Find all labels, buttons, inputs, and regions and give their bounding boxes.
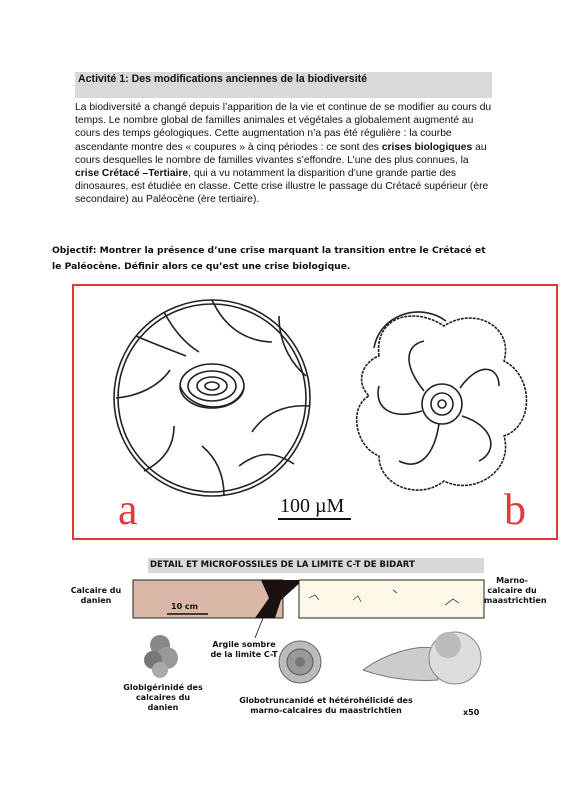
intro-paragraph — [75, 101, 495, 207]
objectif-text: Objectif: Montrer la présence d’une crise marquant la transition entre le Crétacé et le Paléocène. Définir alors ce qu’est une crise biologique. — [52, 245, 486, 272]
para-text-2: au cours desquelles le nombre de familles vivantes s’effondre. L’une des plus connues, la — [75, 141, 487, 166]
para-text-3: , qui a vu notamment la disparition d’une grande partie des dinosaures, est étudiée en classe. Cette crise illustre le passage du Crétacé supérieur (ère secondaire) au Paléocène (ère tertiaire). — [75, 168, 489, 206]
activity-title: Activité 1: Des modifications anciennes de la biodiversité — [78, 73, 368, 85]
foraminifera-figure — [72, 284, 558, 540]
fossil-a-drawing — [114, 300, 310, 496]
label-b: b — [504, 485, 526, 534]
scale-10cm: 10 cm — [171, 602, 198, 611]
globotruncanid-label: Globotruncanidé et hétérohélicidé des marno-calcaires du maastrichtien — [239, 696, 413, 715]
bold-crises: crises biologiques — [381, 141, 473, 153]
ct-boundary-figure — [63, 550, 547, 730]
figure2-header: DETAIL ET MICROFOSSILES DE LA LIMITE C-T DE BIDART — [150, 560, 415, 570]
magnification-label: x50 — [463, 708, 480, 717]
globotruncanid-fossil — [279, 641, 321, 683]
label-a: a — [118, 485, 138, 534]
para-text-1: La biodiversité a changé depuis l’apparition de la vie et continue de se modifier au cours du temps. Le nombre global de familles animales et végétales a globalement augmenté au cours des temps géologiques. Cette augmentation n’a pas été régulière : la courbe ascendante montre des « coupures » à cinq périodes : ce sont des — [75, 102, 492, 153]
globigerinid-label: Globigérinidé des calcaires du danien — [123, 683, 203, 712]
bold-crise-ct: crise Crétacé –Tertiaire — [75, 168, 189, 180]
scale-label: 100 µM — [280, 495, 345, 517]
marno-calcaire-label: Marno-calcaire du maastrichtien — [484, 576, 547, 605]
heterohelicid-fossil — [363, 632, 481, 684]
fossil-b-drawing — [357, 312, 527, 490]
globigerinid-fossil — [144, 635, 178, 678]
scale-bar — [278, 518, 351, 520]
argile-label: Argile sombre de la limite C-T — [210, 640, 278, 659]
calcaire-danien-label: Calcaire du danien — [70, 586, 122, 605]
